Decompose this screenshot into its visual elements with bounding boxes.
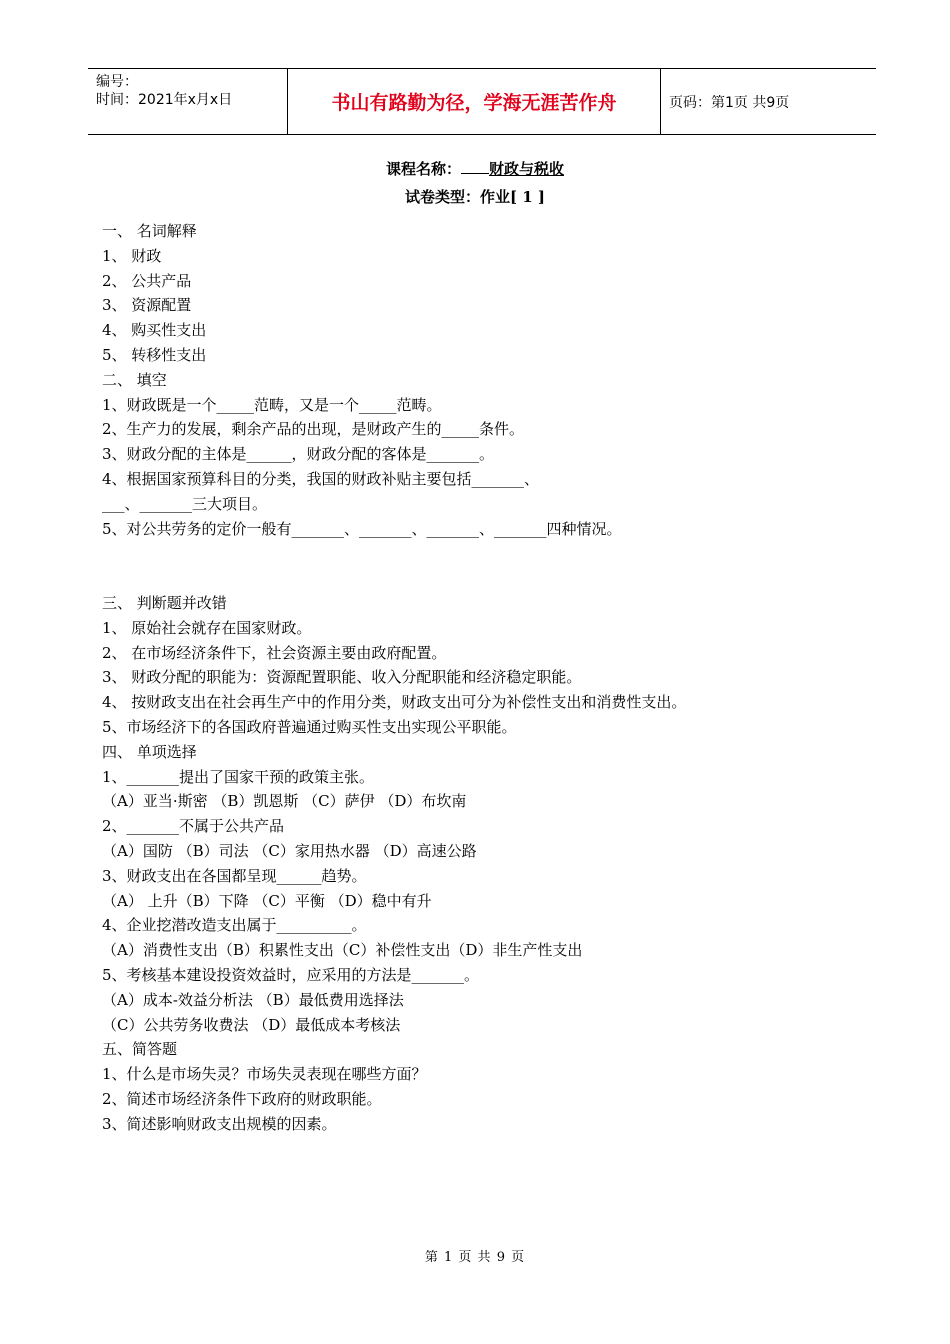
content-line: 2、简述市场经济条件下政府的财政职能。 <box>102 1089 382 1108</box>
content-line: 1、 财政 <box>102 246 162 265</box>
content-line: 2、 公共产品 <box>102 271 192 290</box>
content-line: 2、_______不属于公共产品 <box>102 817 285 836</box>
content-line: 三、 判断题并改错 <box>102 593 227 612</box>
content-line: 3、财政支出在各国都呈现______趋势。 <box>102 866 367 885</box>
content-line <box>102 541 862 566</box>
content-line: 5、对公共劳务的定价一般有_______、_______、_______、_______四种情况。 <box>102 519 622 538</box>
content-line: （A）国防 （B）司法 （C）家用热水器 （D）高速公路 <box>102 841 477 860</box>
content-line: （C）公共劳务收费法 （D）最低成本考核法 <box>102 1015 401 1034</box>
content-line: 2、 在市场经济条件下，社会资源主要由政府配置。 <box>102 643 447 662</box>
content-line: 四、 单项选择 <box>102 742 197 761</box>
page-info: 页码：第1页 共9页 <box>669 94 790 111</box>
content-line: 4、 购买性支出 <box>102 321 207 340</box>
content-line: （A） 上升（B）下降 （C）平衡 （D）稳中有升 <box>102 891 432 910</box>
content-line: 3、简述影响财政支出规模的因素。 <box>102 1114 337 1133</box>
content-line: 1、_______提出了国家干预的政策主张。 <box>102 767 375 786</box>
content-line: （A）成本-效益分析法 （B）最低费用选择法 <box>102 990 404 1009</box>
course-blank <box>461 159 489 174</box>
content-line: 一、 名词解释 <box>102 222 197 240</box>
page-footer: 第 1 页 共 9 页 <box>424 1250 526 1265</box>
content-line: 3、 资源配置 <box>102 296 192 315</box>
content-line: （A）亚当·斯密 （B）凯恩斯 （C）萨伊 （D）布坎南 <box>102 792 467 811</box>
content-line: 五、简答题 <box>102 1040 178 1059</box>
content-line: 3、财政分配的主体是______，财政分配的客体是_______。 <box>102 445 495 464</box>
content-line: 1、 原始社会就存在国家财政。 <box>102 618 312 637</box>
content-line <box>102 566 862 591</box>
number-label: 编号： <box>96 74 138 90</box>
time-label: 时间：2021年x月x日 <box>96 92 233 108</box>
header-left-cell <box>88 69 287 134</box>
content-line: 2、生产力的发展，剩余产品的出现，是财政产生的_____条件。 <box>102 420 525 439</box>
content-line: 3、 财政分配的职能为：资源配置职能、收入分配职能和经济稳定职能。 <box>102 668 582 687</box>
content-line: 5、市场经济下的各国政府普遍通过购买性支出实现公平职能。 <box>102 717 517 736</box>
course-name: 财政与税收 <box>489 160 565 178</box>
motto: 书山有路勤为径，学海无涯苦作舟 <box>287 69 661 134</box>
header-table <box>88 68 876 135</box>
content-line: 4、根据国家预算科目的分类，我国的财政补贴主要包括_______、 <box>102 469 540 488</box>
exam-content <box>102 219 862 1136</box>
content-line: 5、 转移性支出 <box>102 345 207 364</box>
content-line: 1、财政既是一个_____范畴，又是一个_____范畴。 <box>102 395 442 414</box>
content-line: 二、 填空 <box>102 370 167 389</box>
content-line: 4、 按财政支出在社会再生产中的作用分类，财政支出可分为补偿性支出和消费性支出。 <box>102 693 687 712</box>
content-line: （A）消费性支出（B）积累性支出（C）补偿性支出（D）非生产性支出 <box>102 941 583 960</box>
content-line: 5、考核基本建设投资效益时，应采用的方法是_______。 <box>102 965 480 984</box>
content-line: 4、企业挖潜改造支出属于__________。 <box>102 916 367 935</box>
content-line: ___、_______三大项目。 <box>102 494 268 513</box>
paper-type: 试卷类型：作业[ 1 ] <box>404 188 546 206</box>
course-title <box>0 158 950 179</box>
content-line: 1、什么是市场失灵？市场失灵表现在哪些方面？ <box>102 1065 427 1084</box>
course-label: 课程名称： <box>385 160 461 178</box>
